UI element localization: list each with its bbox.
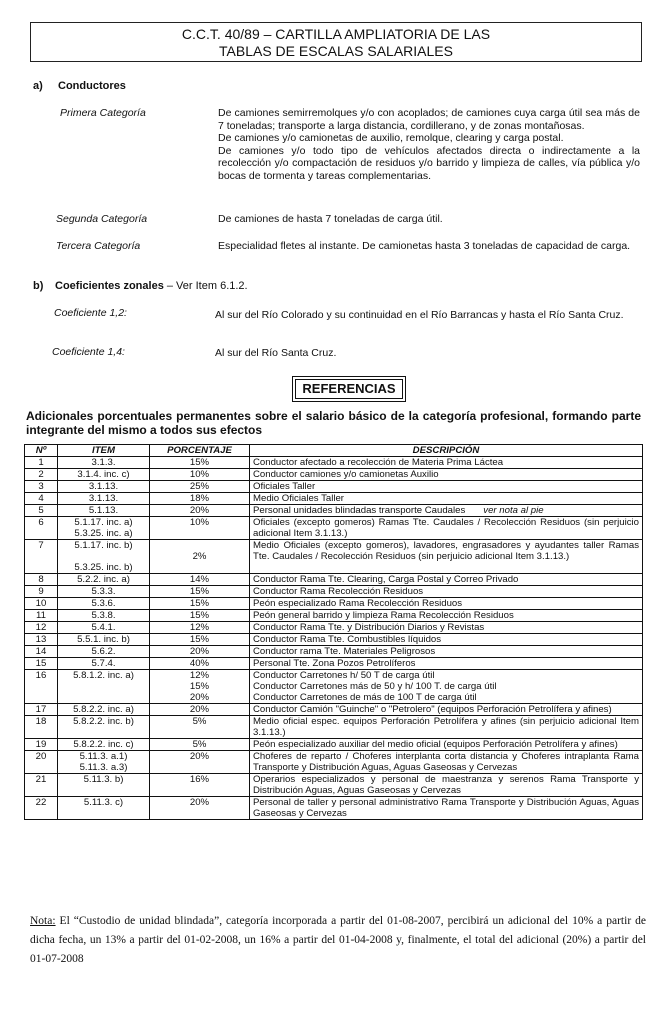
row-description-text: Peón especializado auxiliar del medio oficial (equipos Perforación Petrolífera y afines) [253, 739, 618, 750]
row-description-text: Conductor Carretones h/ 50 T de carga útil Conductor Carretones más de 50 y h/ 100 T. de carga útil Conductor Carretones de más de 100 T de carga útil [253, 670, 497, 703]
row-item-text: 5.4.1. [91, 622, 116, 633]
row-description [250, 774, 643, 797]
row-percentage-text: 15% [189, 610, 210, 621]
row-item [58, 493, 150, 505]
row-percentage [150, 797, 250, 820]
row-description-text: Operarios especializados y personal de maestranza y serenos Rama Transporte y Distribución Aguas, Aguas Gaseosas y Cervezas [253, 774, 639, 796]
category-name: Tercera Categoría [56, 240, 141, 252]
table-row [25, 622, 643, 634]
section-a-heading: Conductores [58, 80, 126, 92]
row-number [25, 469, 58, 481]
row-number-text: 22 [35, 797, 47, 808]
row-number [25, 622, 58, 634]
row-item [58, 646, 150, 658]
row-percentage [150, 574, 250, 586]
row-description-text: Conductor camiones y/o camionetas Auxilio [253, 469, 439, 480]
intro-text: Adicionales porcentuales permanentes sobre el salario básico de la categoría profesional, formando parte integrante del mismo a todos sus efectos [26, 409, 641, 437]
row-description [250, 739, 643, 751]
row-number [25, 540, 58, 574]
row-item-text: 5.5.1. inc. b) [77, 634, 130, 645]
row-number-text: 20 [35, 751, 47, 762]
row-extra-note: ver nota al pie [483, 505, 544, 516]
row-item [58, 540, 150, 574]
row-percentage-text: 2% [192, 551, 207, 562]
row-description-text: Peón especializado Rama Recolección Residuos [253, 598, 463, 609]
row-percentage [150, 540, 250, 574]
row-number-text: 16 [35, 670, 47, 681]
row-item [58, 634, 150, 646]
row-item [58, 610, 150, 622]
row-description [250, 598, 643, 610]
row-number [25, 751, 58, 774]
row-item [58, 797, 150, 820]
row-item [58, 774, 150, 797]
row-description-text: Peón general barrido y limpieza Rama Recolección Residuos [253, 610, 514, 621]
row-description [250, 505, 643, 517]
table-row [25, 739, 643, 751]
row-item-text: 5.8.2.2. inc. c) [73, 739, 134, 750]
row-description [250, 716, 643, 739]
row-description [250, 646, 643, 658]
row-number [25, 658, 58, 670]
row-item [58, 622, 150, 634]
row-description-text: Oficiales Taller [253, 481, 316, 492]
row-percentage-text: 15% [189, 598, 210, 609]
row-percentage [150, 739, 250, 751]
row-number-text: 4 [38, 493, 44, 504]
row-percentage-text: 14% [189, 574, 210, 585]
row-description [250, 658, 643, 670]
row-percentage [150, 505, 250, 517]
row-number-text: 9 [38, 586, 44, 597]
row-description-text: Personal de taller y personal administrativo Rama Transporte y Distribución Aguas, Aguas Gaseosas y Cervezas [253, 797, 639, 819]
row-item [58, 751, 150, 774]
footnote [30, 912, 646, 969]
row-percentage [150, 634, 250, 646]
table-row [25, 598, 643, 610]
row-number [25, 670, 58, 704]
row-number-text: 11 [36, 610, 46, 621]
row-item-text: 3.1.3. [91, 457, 116, 468]
table-row [25, 469, 643, 481]
row-percentage-text: 5% [192, 739, 207, 750]
row-percentage [150, 670, 250, 704]
row-number-text: 6 [38, 517, 44, 528]
row-item [58, 457, 150, 469]
table-row [25, 481, 643, 493]
row-item [58, 505, 150, 517]
row-item-text: 5.3.6. [91, 598, 116, 609]
row-description [250, 622, 643, 634]
row-number [25, 574, 58, 586]
row-description-text: Personal Tte. Zona Pozos Petrolíferos [253, 658, 416, 669]
row-number-text: 15 [35, 658, 47, 669]
table-row [25, 493, 643, 505]
row-description-text: Conductor Rama Recolección Residuos [253, 586, 424, 597]
table-row [25, 634, 643, 646]
row-description [250, 517, 643, 540]
table-row [25, 704, 643, 716]
table-row [25, 517, 643, 540]
row-percentage [150, 658, 250, 670]
table-row [25, 586, 643, 598]
row-percentage [150, 610, 250, 622]
row-percentage-text: 20% [189, 751, 210, 762]
row-item-text: 3.1.13. [88, 493, 119, 504]
row-number [25, 797, 58, 820]
table-row [25, 505, 643, 517]
table-row [25, 540, 643, 574]
row-percentage-text: 10% [189, 469, 210, 480]
row-number-text: 18 [35, 716, 47, 727]
references-label: REFERENCIAS [295, 379, 403, 399]
document-title [30, 22, 642, 62]
row-item [58, 598, 150, 610]
row-percentage-text: 20% [189, 704, 210, 715]
row-percentage [150, 598, 250, 610]
row-description [250, 751, 643, 774]
coefficient-name: Coeficiente 1,4: [52, 346, 125, 358]
row-number-text: 10 [35, 598, 47, 609]
row-item-text: 5.8.2.2. inc. a) [73, 704, 134, 715]
row-description [250, 704, 643, 716]
note-text: El “Custodio de unidad blindada”, categoría incorporada a partir del 01-08-2007, percibirá un adicional del 10% a partir de dicha fecha, un 13% a partir del 01-02-2008, un 16% a partir del 01-04-2008 y, finalmente, el total del adicional (20%) a partir del 01-07-2008 [30, 915, 646, 965]
row-number [25, 493, 58, 505]
row-percentage-text: 15% [189, 457, 210, 468]
row-item [58, 517, 150, 540]
row-number-text: 3 [38, 481, 44, 492]
row-percentage [150, 704, 250, 716]
table-row [25, 716, 643, 739]
row-percentage-text: 20% [189, 505, 210, 516]
category-description: Especialidad fletes al instante. De camionetas hasta 3 toneladas de capacidad de carga. [218, 240, 631, 252]
category-description: De camiones semirremolques y/o con acoplados; de camiones cuya carga útil sea más de 7 toneladas; transporte a larga distancia, cordillerano, y de zonas montañosas. De camiones y/o camionetas de auxilio, remolque, clearing y carga postal. De camiones y/o todo tipo de vehículos afectados directa o indirectamente a la recolección y/o compactación de residuos y/o barrido y limpieza de calles, vía pública y/o bocas de tormenta y tareas complementarias. [218, 107, 640, 182]
row-percentage [150, 457, 250, 469]
row-item-text: 5.8.2.2. inc. b) [73, 716, 134, 727]
row-description [250, 670, 643, 704]
row-description [250, 493, 643, 505]
row-item-text: 5.11.3. a.1) 5.11.3. a.3) [79, 751, 128, 773]
row-number-text: 19 [35, 739, 47, 750]
row-item-text: 5.1.17. inc. b) 5.3.25. inc. b) [74, 540, 133, 573]
row-description-text: Conductor Rama Tte. Clearing, Carga Postal y Correo Privado [253, 574, 519, 585]
row-number-text: 8 [38, 574, 44, 585]
row-percentage-text: 20% [189, 646, 210, 657]
row-description [250, 797, 643, 820]
title-line-2: TABLAS DE ESCALAS SALARIALES [219, 43, 453, 59]
title-line-1: C.C.T. 40/89 – CARTILLA AMPLIATORIA DE LAS [181, 26, 491, 42]
row-number [25, 598, 58, 610]
table-row [25, 774, 643, 797]
row-percentage-text: 25% [189, 481, 210, 492]
row-percentage [150, 751, 250, 774]
row-item [58, 716, 150, 739]
row-percentage-text: 18% [189, 493, 210, 504]
row-number [25, 517, 58, 540]
row-item [58, 739, 150, 751]
row-item-text: 3.1.4. inc. c) [77, 469, 130, 480]
header-number: Nº [25, 445, 58, 457]
row-percentage-text: 10% [189, 517, 210, 528]
row-percentage-text: 15% [189, 634, 210, 645]
additionals-table [24, 444, 643, 820]
coefficient-description: Al sur del Río Santa Cruz. [215, 347, 337, 359]
header-percentage: PORCENTAJE [150, 445, 250, 457]
row-description-text: Choferes de reparto / Choferes interplanta corta distancia y Choferes intraplanta Rama Transporte y Distribución Aguas, Aguas Gaseosas y Cervezas [253, 751, 639, 773]
row-item [58, 670, 150, 704]
category-name: Primera Categoría [60, 107, 146, 119]
table-row [25, 646, 643, 658]
coefficient-name: Coeficiente 1,2: [54, 307, 127, 319]
row-item-text: 5.6.2. [91, 646, 116, 657]
row-percentage-text: 40% [189, 658, 210, 669]
row-item-text: 5.3.8. [91, 610, 116, 621]
row-description-text: Conductor rama Tte. Materiales Peligrosos [253, 646, 436, 657]
section-a-label: a) [33, 80, 43, 92]
row-percentage [150, 774, 250, 797]
row-number [25, 646, 58, 658]
row-item [58, 586, 150, 598]
row-percentage [150, 622, 250, 634]
row-number-text: 21 [35, 774, 47, 785]
note-label: Nota: [30, 915, 56, 927]
table-row [25, 610, 643, 622]
row-number-text: 1 [38, 457, 44, 468]
references-box [292, 376, 406, 402]
category-name: Segunda Categoría [56, 213, 148, 225]
row-description [250, 634, 643, 646]
row-number [25, 610, 58, 622]
row-item [58, 704, 150, 716]
row-number [25, 774, 58, 797]
row-percentage [150, 646, 250, 658]
row-description [250, 457, 643, 469]
row-percentage-text: 12% 15% 20% [189, 670, 210, 703]
row-number-text: 17 [35, 704, 47, 715]
row-percentage-text: 16% [189, 774, 210, 785]
category-description: De camiones de hasta 7 toneladas de carga útil. [218, 213, 443, 225]
row-percentage [150, 493, 250, 505]
table-row [25, 457, 643, 469]
row-percentage [150, 469, 250, 481]
row-number-text: 7 [38, 540, 44, 551]
row-item-text: 5.3.3. [91, 586, 116, 597]
row-item-text: 3.1.13. [88, 481, 119, 492]
row-number-text: 14 [35, 646, 47, 657]
row-percentage [150, 481, 250, 493]
row-item [58, 469, 150, 481]
table-row [25, 574, 643, 586]
row-description [250, 469, 643, 481]
row-description-text: Personal unidades blindadas transporte Caudales [253, 505, 466, 516]
section-b-suffix: – Ver Item 6.1.2. [163, 280, 248, 292]
row-item [58, 658, 150, 670]
row-percentage [150, 586, 250, 598]
row-number [25, 457, 58, 469]
row-item [58, 574, 150, 586]
header-item: ITEM [58, 445, 150, 457]
row-description [250, 481, 643, 493]
row-percentage-text: 12% [189, 622, 210, 633]
row-description [250, 540, 643, 574]
row-description [250, 586, 643, 598]
row-number [25, 505, 58, 517]
row-number [25, 704, 58, 716]
row-item-text: 5.1.17. inc. a) 5.3.25. inc. a) [74, 517, 133, 539]
row-item-text: 5.7.4. [91, 658, 116, 669]
row-description-text: Conductor afectado a recolección de Materia Prima Láctea [253, 457, 504, 468]
table-row [25, 751, 643, 774]
row-item-text: 5.11.3. b) [83, 774, 124, 785]
row-percentage-text: 20% [189, 797, 210, 808]
row-number-text: 5 [38, 505, 44, 516]
row-number-text: 13 [35, 634, 47, 645]
row-number [25, 481, 58, 493]
table-header-row [25, 445, 643, 457]
row-percentage [150, 716, 250, 739]
row-description-text: Oficiales (excepto gomeros) Ramas Tte. Caudales / Recolección Residuos (sin perjuicio adicional Item 3.1.13.) [253, 517, 639, 539]
row-number [25, 586, 58, 598]
row-description [250, 574, 643, 586]
table-row [25, 658, 643, 670]
row-description-text: Conductor Rama Tte. Combustibles líquidos [253, 634, 442, 645]
row-item [58, 481, 150, 493]
row-description-text: Medio Oficiales (excepto gomeros), lavadores, engrasadores y ayudantes taller Ramas Tte. Caudales / Recolección Residuos (sin perjuicio adicional Item 3.1.13.) [253, 540, 639, 562]
row-item-text: 5.2.2. inc. a) [77, 574, 130, 585]
row-item-text: 5.11.3. c) [83, 797, 124, 808]
table-row [25, 670, 643, 704]
section-b-title [55, 280, 248, 292]
row-description-text: Conductor Camión "Guinche" o "Petrolero" (equipos Perforación Petrolífera y afines) [253, 704, 612, 715]
row-number-text: 2 [38, 469, 44, 480]
row-number [25, 716, 58, 739]
coefficient-description: Al sur del Río Colorado y su continuidad en el Río Barrancas y hasta el Río Santa Cruz. [215, 309, 624, 321]
table-row [25, 797, 643, 820]
row-number [25, 739, 58, 751]
row-percentage [150, 517, 250, 540]
table-body [25, 457, 643, 820]
section-b-label: b) [33, 280, 44, 292]
row-description-text: Conductor Rama Tte. y Distribución Diarios y Revistas [253, 622, 485, 633]
row-description [250, 610, 643, 622]
row-item-text: 5.1.13. [88, 505, 119, 516]
row-item-text: 5.8.1.2. inc. a) [73, 670, 134, 681]
row-description-text: Medio Oficiales Taller [253, 493, 344, 504]
section-b-heading: Coeficientes zonales [55, 280, 164, 292]
row-description-text: Medio oficial espec. equipos Perforación Petrolífera y afines (sin perjuicio adicional Item 3.1.13.) [253, 716, 639, 738]
row-percentage-text: 5% [192, 716, 207, 727]
row-number [25, 634, 58, 646]
header-description: DESCRIPCIÓN [250, 445, 643, 457]
row-percentage-text: 15% [189, 586, 210, 597]
row-number-text: 12 [35, 622, 47, 633]
